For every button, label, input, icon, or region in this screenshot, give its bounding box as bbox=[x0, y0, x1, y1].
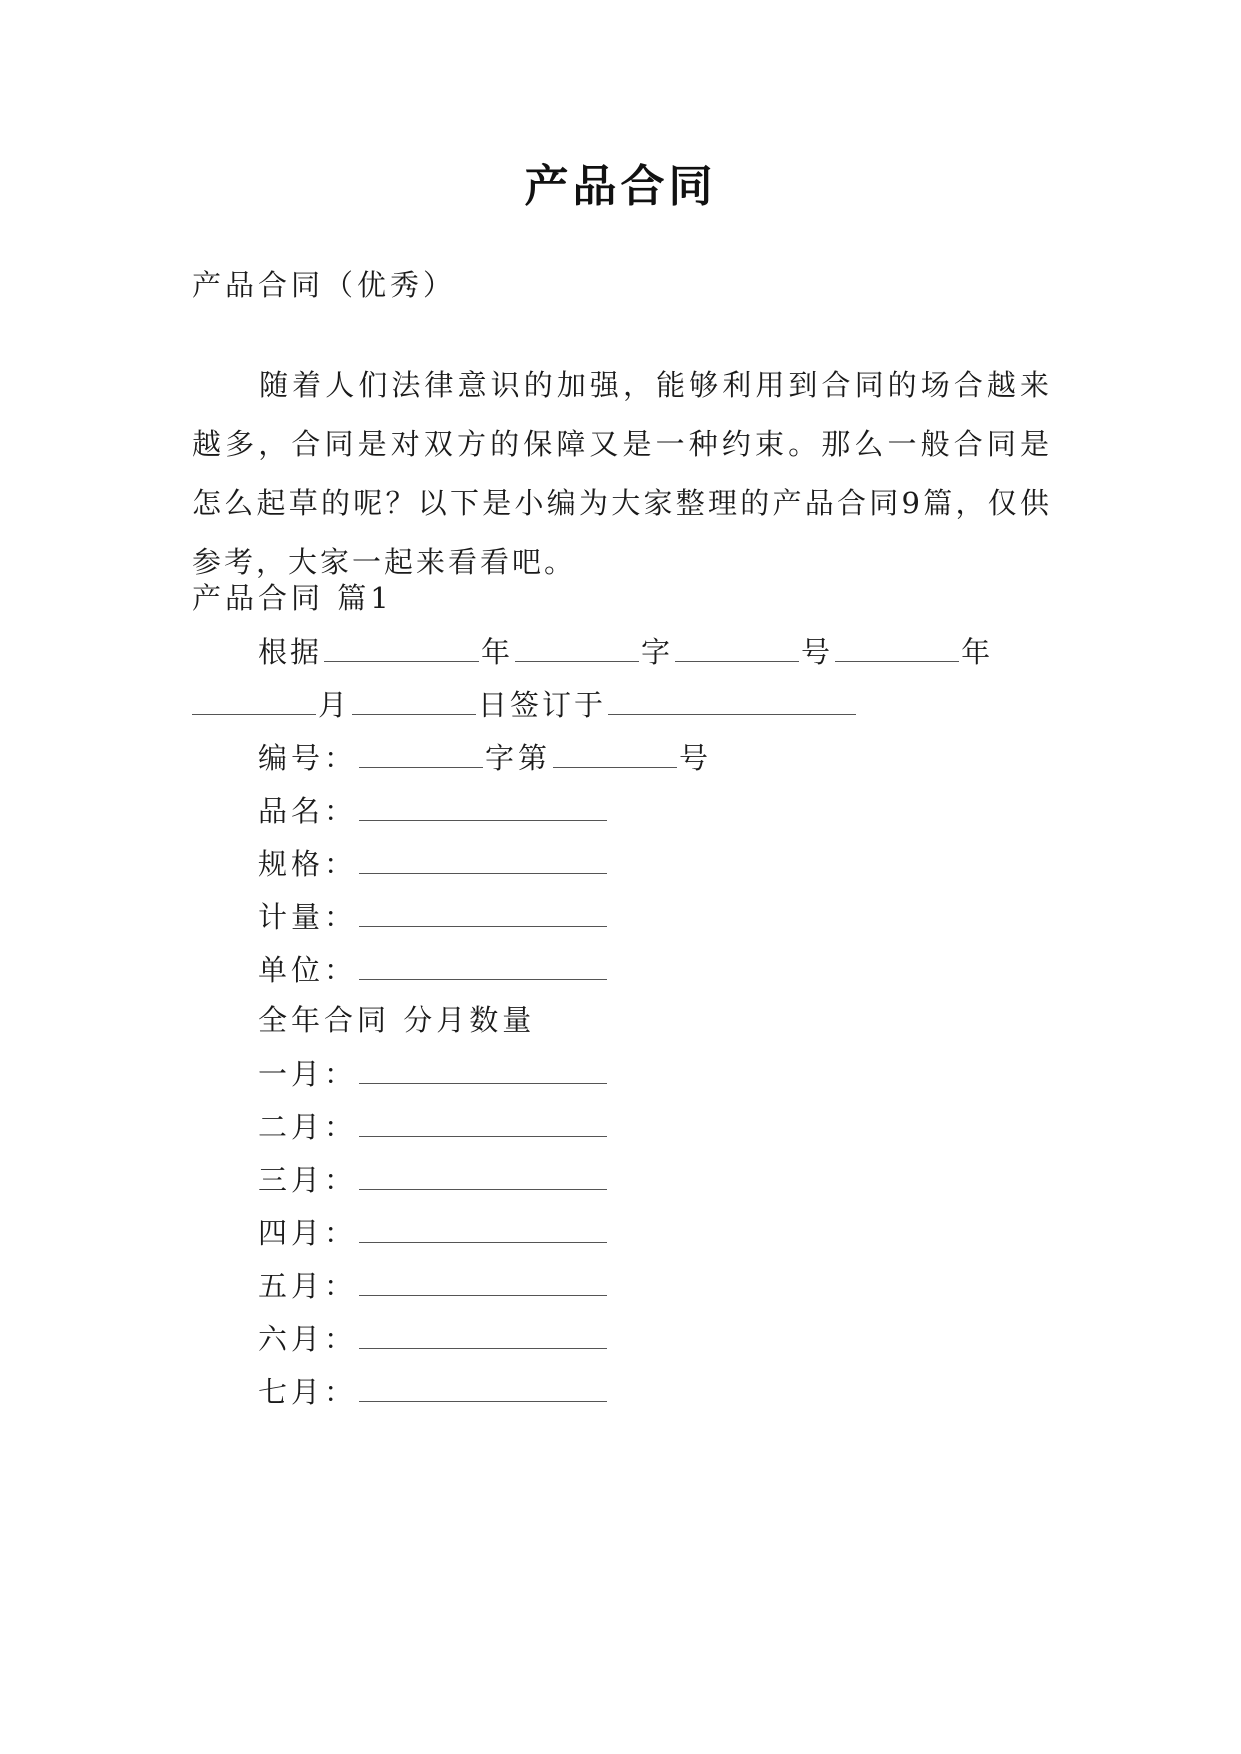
basis-day-signed-label: 日签订于 bbox=[478, 688, 607, 722]
month-label: 四月： bbox=[258, 1216, 358, 1250]
field-blank-input[interactable] bbox=[359, 790, 607, 821]
basis-blank-field[interactable] bbox=[352, 684, 476, 715]
month-row-march bbox=[258, 1159, 1118, 1200]
field-label: 规格： bbox=[258, 847, 358, 881]
field-row-specification bbox=[258, 843, 1118, 884]
basis-year2-label: 年 bbox=[961, 635, 994, 669]
monthly-heading: 全年合同 分月数量 bbox=[258, 1003, 536, 1037]
month-blank-input[interactable] bbox=[359, 1159, 607, 1190]
serial-number-label: 号 bbox=[679, 741, 713, 775]
month-row-june bbox=[258, 1318, 1118, 1359]
document-subtitle: 产品合同（优秀） bbox=[192, 268, 457, 302]
field-blank-input[interactable] bbox=[359, 843, 607, 874]
document-title: 产品合同 bbox=[524, 161, 717, 212]
month-blank-input[interactable] bbox=[359, 1053, 607, 1084]
basis-char-label: 字 bbox=[641, 635, 674, 669]
basis-month-label: 月 bbox=[318, 688, 351, 722]
field-row-measurement bbox=[258, 896, 1118, 937]
month-label: 一月： bbox=[258, 1057, 358, 1091]
month-label: 六月： bbox=[258, 1322, 358, 1356]
basis-blank-field[interactable] bbox=[675, 631, 799, 662]
basis-blank-field[interactable] bbox=[608, 684, 856, 715]
month-blank-input[interactable] bbox=[359, 1371, 607, 1402]
month-blank-input[interactable] bbox=[359, 1318, 607, 1349]
basis-prefix: 根据 bbox=[258, 635, 323, 669]
serial-line bbox=[258, 737, 1118, 778]
basis-line-2 bbox=[192, 684, 1052, 725]
basis-blank-field[interactable] bbox=[192, 684, 316, 715]
field-label: 单位： bbox=[258, 953, 358, 987]
month-row-april bbox=[258, 1212, 1118, 1253]
month-row-january bbox=[258, 1053, 1118, 1094]
month-blank-input[interactable] bbox=[359, 1212, 607, 1243]
month-label: 七月： bbox=[258, 1375, 358, 1409]
basis-blank-field[interactable] bbox=[324, 631, 479, 662]
serial-blank-field[interactable] bbox=[553, 737, 677, 768]
field-blank-input[interactable] bbox=[359, 949, 607, 980]
field-row-unit bbox=[258, 949, 1118, 990]
month-label: 五月： bbox=[258, 1269, 358, 1303]
month-label: 三月： bbox=[258, 1163, 358, 1197]
serial-blank-field[interactable] bbox=[359, 737, 483, 768]
basis-year-label: 年 bbox=[481, 635, 514, 669]
intro-paragraph bbox=[192, 356, 1052, 592]
section-heading: 产品合同 篇1 bbox=[192, 581, 393, 615]
basis-blank-field[interactable] bbox=[835, 631, 959, 662]
field-row-product-name bbox=[258, 790, 1118, 831]
field-label: 计量： bbox=[258, 900, 358, 934]
month-blank-input[interactable] bbox=[359, 1265, 607, 1296]
month-label: 二月： bbox=[258, 1110, 358, 1144]
serial-label: 编号： bbox=[258, 741, 358, 775]
month-row-july bbox=[258, 1371, 1118, 1412]
field-label: 品名： bbox=[258, 794, 358, 828]
month-row-may bbox=[258, 1265, 1118, 1306]
serial-char-no-label: 字第 bbox=[485, 741, 552, 775]
month-row-february bbox=[258, 1106, 1118, 1147]
month-blank-input[interactable] bbox=[359, 1106, 607, 1137]
basis-blank-field[interactable] bbox=[515, 631, 639, 662]
intro-text: 随着人们法律意识的加强，能够利用到合同的场合越来越多，合同是对双方的保障又是一种约束。那么一般合同是怎么起草的呢？以下是小编为大家整理的产品合同9篇，仅供参考，大家一起来看看吧。 bbox=[192, 368, 1052, 579]
basis-line-1 bbox=[258, 631, 1118, 672]
field-blank-input[interactable] bbox=[359, 896, 607, 927]
basis-number-label: 号 bbox=[801, 635, 834, 669]
